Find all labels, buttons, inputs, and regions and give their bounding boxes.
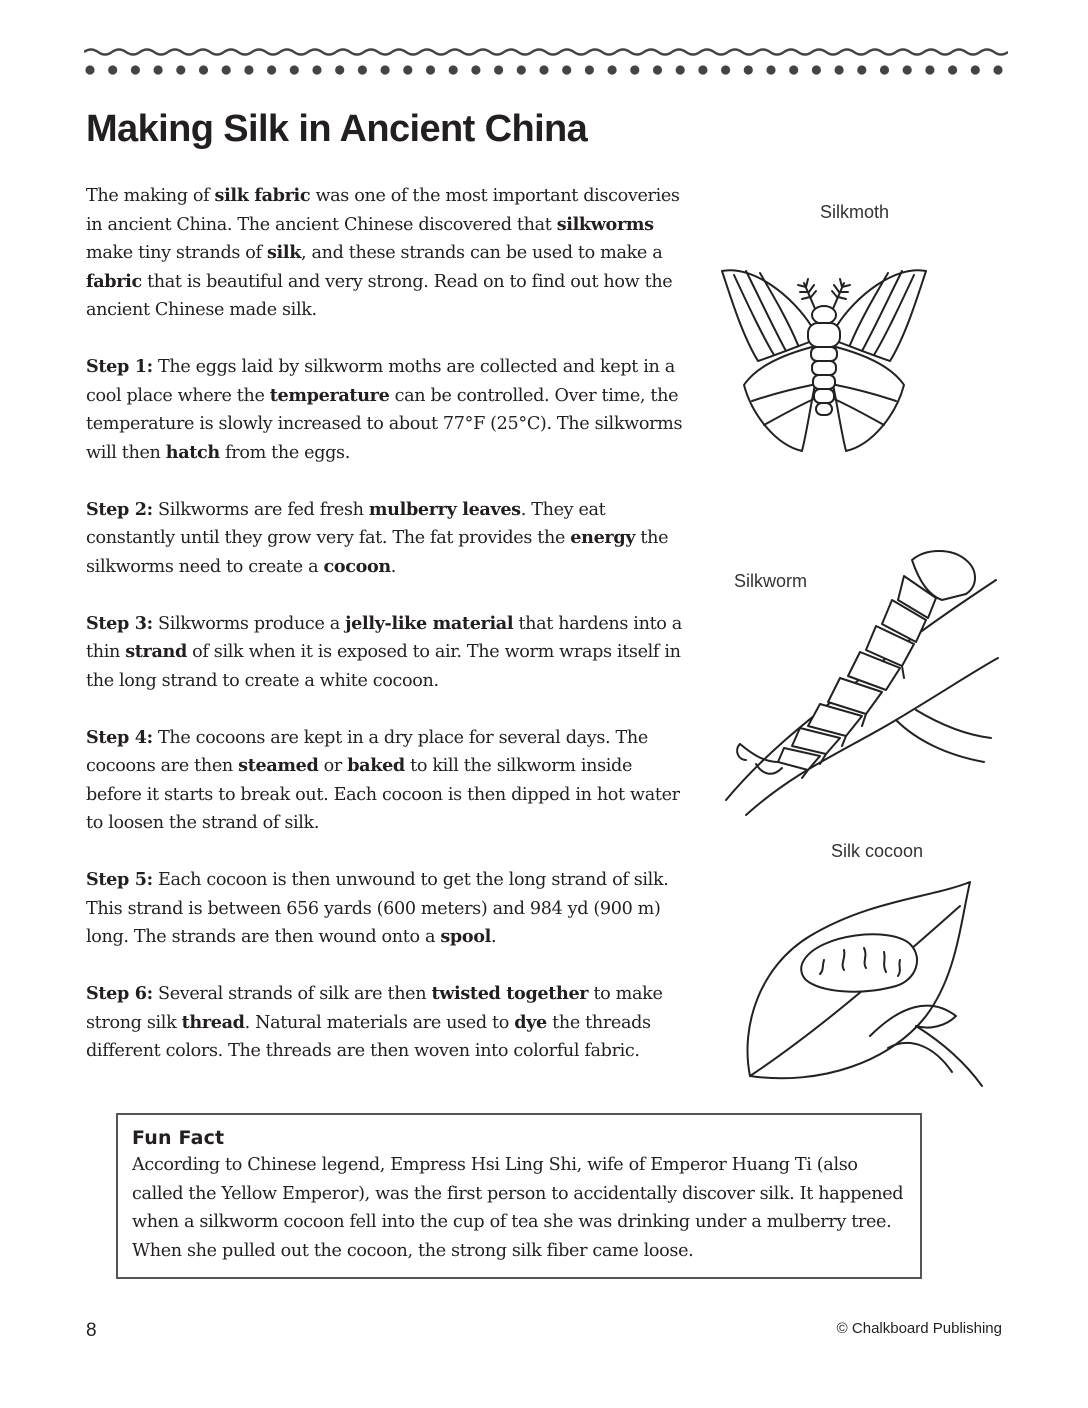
key-term: thread <box>181 1011 245 1033</box>
border-dot <box>131 65 140 74</box>
fun-fact-box <box>116 1113 922 1279</box>
silkmoth-label: Silkmoth <box>820 202 890 222</box>
border-dot <box>449 65 458 74</box>
key-term: dye <box>514 1011 547 1033</box>
step-2: Step 2: Silkworms are fed fresh mulberry leaves. They eat constantly until they grow very fat. The fat provides the energy the silkworms need to create a cocoon. <box>86 498 669 577</box>
border-dot <box>857 65 866 74</box>
key-term: jelly-like material <box>345 612 514 634</box>
key-term: twisted together <box>431 983 589 1004</box>
border-dot <box>812 65 821 74</box>
page-number: 8 <box>86 1320 97 1341</box>
border-dot <box>358 65 367 74</box>
border-dot <box>676 65 685 74</box>
key-term: Step 2: <box>86 498 153 520</box>
border-dot <box>948 65 957 74</box>
key-term: strand <box>125 641 187 662</box>
border-dot <box>154 65 163 74</box>
border-dot <box>835 65 844 74</box>
key-term: cocoon <box>323 555 391 577</box>
step-5: Step 5: Each cocoon is then unwound to get the long strand of silk. This strand is between 656 yards (600 meters) and 984 yd (900 m) long. The strands are then wound onto a spool. <box>86 869 669 947</box>
silkmoth-illustration <box>712 255 936 465</box>
border-dot <box>222 65 231 74</box>
cocoon-label: Silk cocoon <box>831 841 924 861</box>
step-3: Step 3: Silkworms produce a jelly-like material that hardens into a thin strand of silk when it is exposed to air. The worm wraps itself in the long strand to create a white cocoon. <box>86 612 682 691</box>
key-term: Step 5: <box>86 869 153 890</box>
border-dot <box>653 65 662 74</box>
fun-fact-title: Fun Fact <box>132 1127 225 1149</box>
border-dot <box>993 65 1002 74</box>
key-term: Step 4: <box>86 726 153 748</box>
key-term: energy <box>570 527 636 548</box>
border-dot <box>698 65 707 74</box>
border-dot <box>608 65 617 74</box>
border-dot <box>335 65 344 74</box>
key-term: temperature <box>269 384 390 406</box>
key-term: baked <box>347 755 405 776</box>
border-dot <box>539 65 548 74</box>
border-dot <box>403 65 412 74</box>
border-dot <box>789 65 798 74</box>
key-term: Step 6: <box>86 983 153 1004</box>
border-dot <box>971 65 980 74</box>
key-term: spool <box>440 926 491 947</box>
border-dot <box>312 65 321 74</box>
border-dot <box>630 65 639 74</box>
decorative-border <box>84 44 1008 78</box>
key-term: silkworms <box>556 213 654 235</box>
main-text <box>86 182 686 1094</box>
key-term: fabric <box>86 270 142 292</box>
border-dot <box>766 65 775 74</box>
key-term: silk <box>266 242 302 263</box>
border-dot <box>517 65 526 74</box>
key-term: hatch <box>165 441 220 463</box>
border-dot <box>85 65 94 74</box>
border-dot <box>108 65 117 74</box>
border-dot <box>721 65 730 74</box>
border-dot <box>903 65 912 74</box>
intro-paragraph: The making of silk fabric was one of the most important discoveries in ancient China. The ancient Chinese discovered that silkworms make tiny strands of silk, and these strands can be used to make a fabric that is beautiful and very strong. Read on to find out how the ancient Chinese made silk. <box>86 185 680 320</box>
border-dot <box>562 65 571 74</box>
border-dot <box>925 65 934 74</box>
border-dot <box>744 65 753 74</box>
border-dot <box>244 65 253 74</box>
step-4: Step 4: The cocoons are kept in a dry place for several days. The cocoons are then steamed or baked to kill the silkworm inside before it starts to break out. Each cocoon is then dipped in hot water to loosen the strand of silk. <box>86 726 680 833</box>
border-dot <box>381 65 390 74</box>
key-term: Step 1: <box>86 356 153 377</box>
border-dot <box>199 65 208 74</box>
border-dot <box>176 65 185 74</box>
fun-fact-body: According to Chinese legend, Empress Hsi Ling Shi, wife of Emperor Huang Ti (also called the Yellow Emperor), was the first person to accidentally discover silk. It happened when a silkworm cocoon fell into the cup of tea she was drinking under a mulberry tree. When she pulled out the cocoon, the strong silk fiber came loose. <box>132 1155 904 1261</box>
cocoon-illustration <box>720 876 1010 1094</box>
silkworm-label: Silkworm <box>734 571 808 591</box>
border-dot <box>585 65 594 74</box>
step-1: Step 1: The eggs laid by silkworm moths are collected and kept in a cool place where the temperature can be controlled. Over time, the temperature is slowly increased to about 77°F (25°C). The silkworms will then hatch from the eggs. <box>86 356 683 463</box>
page-title: Making Silk in Ancient China <box>86 108 588 150</box>
key-term: steamed <box>238 755 319 776</box>
border-dot <box>426 65 435 74</box>
border-dot <box>471 65 480 74</box>
border-dot <box>290 65 299 74</box>
step-6: Step 6: Several strands of silk are then twisted together to make strong silk thread. Natural materials are used to dye the threads different colors. The threads are then woven into colorful fabric. <box>86 983 663 1061</box>
key-term: mulberry leaves <box>368 498 521 520</box>
border-dot <box>880 65 889 74</box>
key-term: silk fabric <box>214 185 311 206</box>
silkworm-illustration <box>716 540 1006 820</box>
key-term: Step 3: <box>86 612 153 634</box>
border-dot <box>267 65 276 74</box>
border-dot <box>494 65 503 74</box>
copyright: © Chalkboard Publishing <box>836 1320 1002 1337</box>
